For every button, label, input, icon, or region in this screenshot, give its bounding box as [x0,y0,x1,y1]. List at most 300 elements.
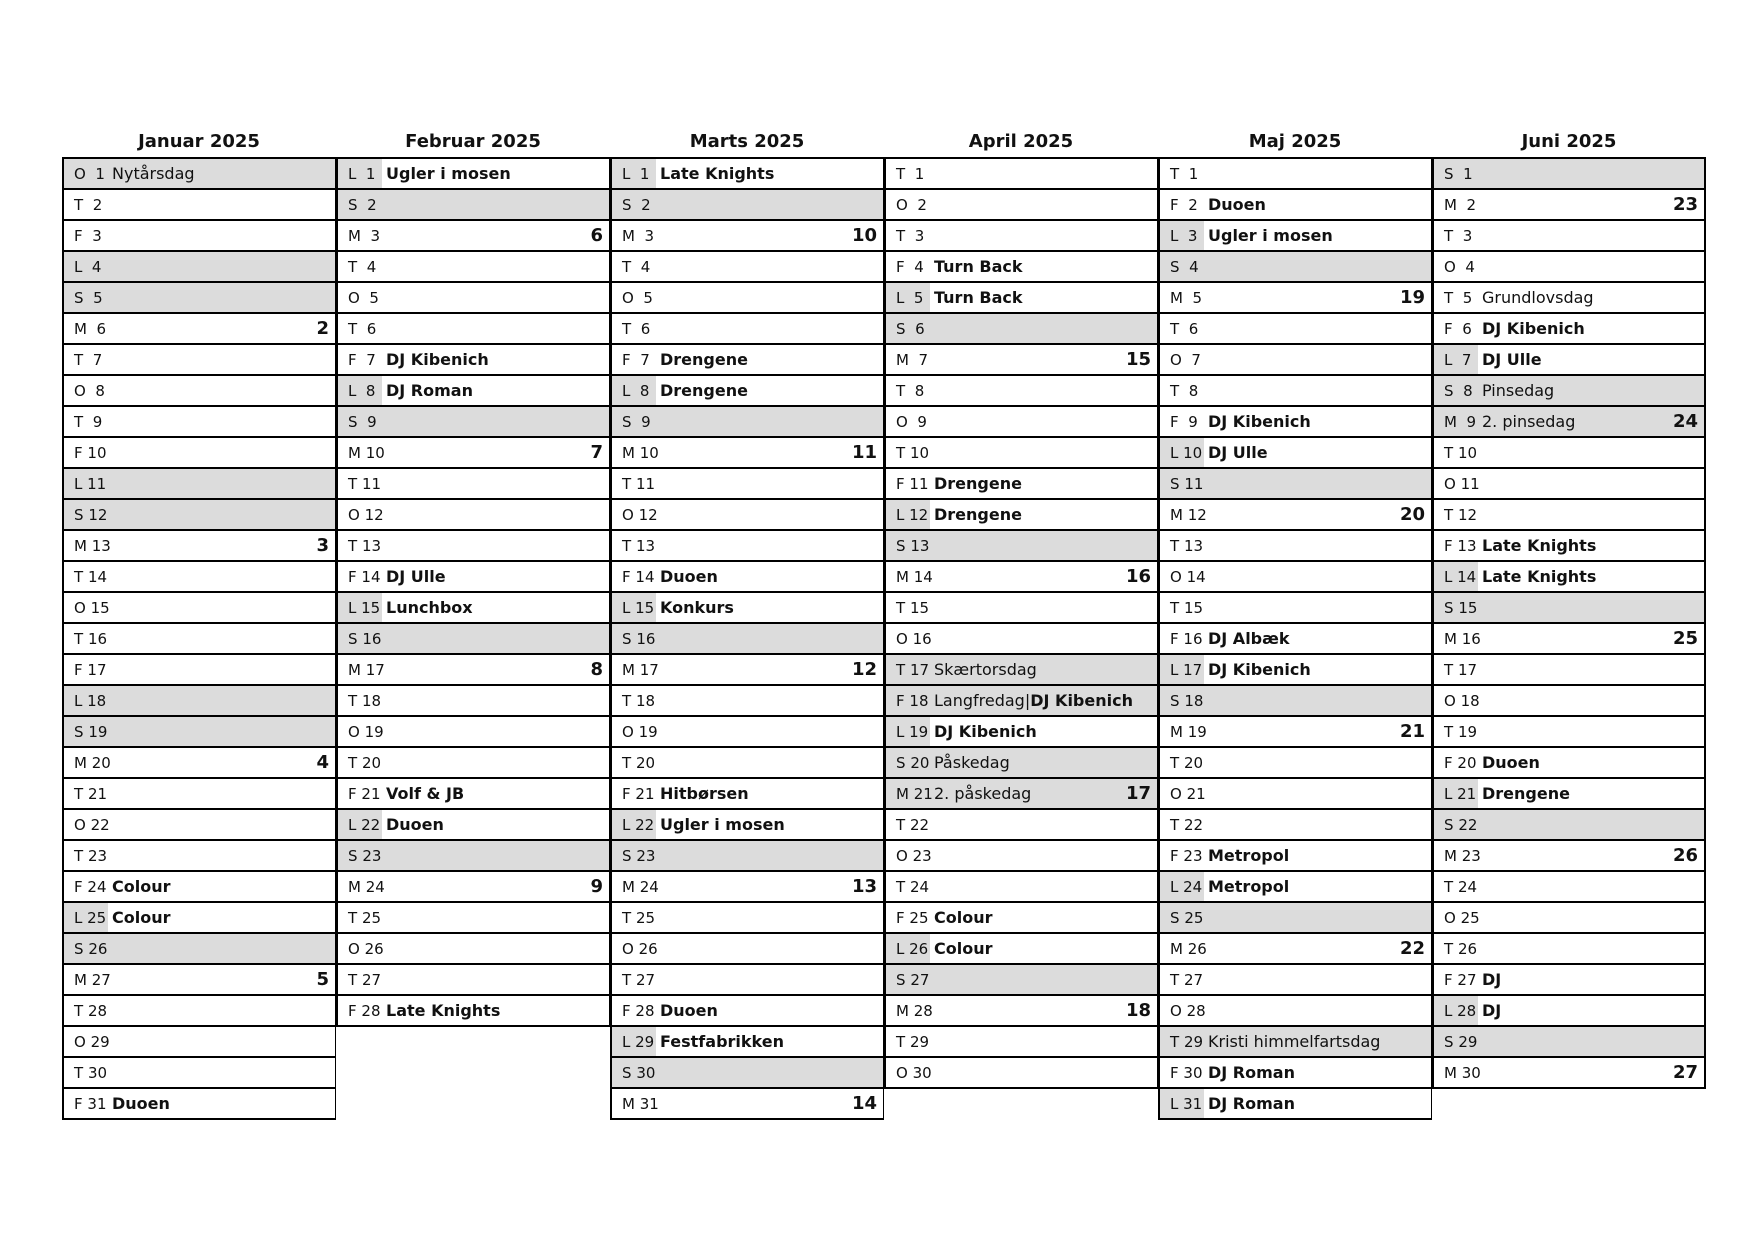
weekday-letter: M [1444,195,1457,214]
event-label: Metropol [1208,846,1290,865]
day-label [612,847,656,865]
day-label [612,351,656,369]
day-number: 17 [1457,660,1478,679]
day-number: 15 [361,598,381,617]
day-number: 9 [92,412,103,431]
day-row [1434,872,1704,903]
weekday-letter: O [896,1063,908,1082]
day-row [1434,314,1704,345]
day-label [1160,816,1204,834]
day-row [612,686,883,717]
day-row [338,345,609,376]
day-number: 14 [635,567,655,586]
day-number: 6 [366,319,377,338]
day-number: 12 [1187,505,1207,524]
day-label [1160,568,1204,586]
day-row [612,810,883,841]
day-row [64,686,335,717]
weekday-letter: L [896,722,905,741]
day-row [1160,562,1431,593]
event-text [1478,872,1704,901]
weekday-letter: L [1170,877,1179,896]
day-label [338,692,382,710]
event-label: Langfredag [934,691,1025,710]
day-row [1160,717,1431,748]
day-label [1160,661,1204,679]
day-label [64,289,108,307]
day-row [338,748,609,779]
day-label [338,785,382,803]
day-label [64,444,108,462]
day-label [1434,661,1478,679]
day-label [612,1094,659,1113]
day-label [886,382,930,400]
day-label [886,165,930,183]
day-row [64,252,335,283]
day-row [64,562,335,593]
day-label [1160,505,1207,524]
day-number: 15 [909,598,930,617]
month-column [1432,126,1706,1120]
weekday-letter: S [1444,1032,1454,1051]
day-label [1434,816,1478,834]
day-number: 13 [1457,536,1477,555]
day-row [338,407,609,438]
day-number: 25 [635,908,656,927]
month-column [610,126,884,1120]
weekday-letter: T [622,691,632,710]
event-text [930,748,1157,777]
day-number: 23 [1183,846,1203,865]
day-row [1160,593,1431,624]
event-text [930,717,1157,746]
day-row [1434,593,1704,624]
week-number: 10 [851,225,877,246]
day-label [612,382,656,400]
day-number: 7 [1191,350,1201,369]
event-text [1478,1058,1704,1087]
event-text [1478,903,1704,932]
event-text [930,221,1157,250]
day-row [612,531,883,562]
day-label [886,661,930,679]
day-row [1160,407,1431,438]
day-number: 23 [87,846,108,865]
event-text [1478,345,1704,374]
day-label [612,816,656,834]
event-text [108,593,335,622]
day-label [1160,1064,1204,1082]
day-row [64,872,335,903]
week-number: 26 [1672,845,1698,866]
day-number: 30 [912,1063,932,1082]
day-number: 18 [635,691,656,710]
event-label: Ugler i mosen [1208,226,1333,245]
event-label: Kristi himmelfartsdag [1208,1032,1381,1051]
day-row [64,717,335,748]
day-label [1434,599,1478,617]
day-label [64,196,108,214]
event-label: DJ Roman [1208,1063,1295,1082]
weekday-letter: T [348,753,358,772]
event-text [108,779,335,808]
weekday-letter: M [1170,288,1183,307]
day-row [886,655,1157,686]
weekday-letter: F [74,877,83,896]
day-row [612,314,883,345]
day-row [1434,779,1704,810]
day-row [886,531,1157,562]
day-label [64,568,108,586]
day-number: 16 [636,629,656,648]
event-text [656,1058,883,1087]
day-number: 27 [635,970,656,989]
day-number: 23 [1461,846,1481,865]
weekday-letter: L [1444,567,1453,586]
event-text [1204,159,1431,188]
day-number: 5 [643,288,653,307]
weekday-letter: S [622,1063,632,1082]
weekday-letter: L [1444,350,1453,369]
day-row [612,903,883,934]
weekday-letter: M [896,784,909,803]
day-row [612,283,883,314]
weekday-letter: L [622,1032,631,1051]
weekday-letter: T [1170,753,1180,772]
day-number: 16 [1183,629,1203,648]
weekday-letter: F [622,1001,631,1020]
day-number: 3 [370,226,381,245]
weekday-letter: M [622,226,635,245]
event-text [930,593,1157,622]
day-number: 4 [91,257,102,276]
day-label [612,196,656,214]
week-number: 22 [1399,938,1425,959]
day-number: 26 [1187,939,1207,958]
day-label [338,196,382,214]
weekday-letter: M [348,877,361,896]
event-text [656,221,883,250]
event-text [108,500,335,529]
day-label [1434,413,1478,431]
event-label: Drengene [934,474,1022,493]
weekday-letter: F [348,1001,357,1020]
month-title: April 2025 [968,131,1074,152]
weekday-letter: S [348,846,358,865]
weekday-letter: O [896,412,908,431]
event-text [656,748,883,777]
event-text [108,748,335,777]
event-text [108,717,335,746]
weekday-letter: T [348,970,358,989]
day-row [886,996,1157,1027]
week-number: 20 [1399,504,1425,525]
event-text [1478,841,1704,870]
day-label [886,258,930,276]
day-label [612,1002,656,1020]
weekday-letter: F [348,784,357,803]
day-number: 15 [1458,598,1478,617]
weekday-letter: S [622,846,632,865]
weekday-letter: M [1444,629,1457,648]
day-label [1160,320,1204,338]
weekday-letter: S [896,970,906,989]
day-number: 13 [91,536,111,555]
weekday-letter: T [896,660,906,679]
day-row [1160,438,1431,469]
day-row [1160,531,1431,562]
event-text [1478,748,1704,777]
day-label [886,506,930,524]
weekday-letter: L [1170,1094,1179,1113]
day-row [64,624,335,655]
weekday-letter: T [1444,939,1454,958]
day-label [338,847,382,865]
day-label [1160,1002,1204,1020]
day-label [64,382,108,400]
week-number: 15 [1125,349,1151,370]
day-row [338,841,609,872]
day-label [886,289,930,307]
day-row [886,469,1157,500]
day-row [64,903,335,934]
event-text [930,934,1157,963]
weekday-letter: O [348,722,360,741]
month-column [1158,126,1432,1120]
weekday-letter: M [622,877,635,896]
event-label: Drengene [660,381,748,400]
weekday-letter: F [348,350,357,369]
weekday-letter: M [622,443,635,462]
event-text [656,810,883,839]
event-text [1204,748,1431,777]
day-row [886,407,1157,438]
event-text [108,407,335,436]
day-row [1434,934,1704,965]
day-number: 1 [914,164,925,183]
event-text [656,686,883,715]
day-number: 9 [1466,412,1477,431]
day-row [338,190,609,221]
day-number: 11 [1460,474,1480,493]
day-label [1160,692,1204,710]
weekday-letter: O [74,381,86,400]
day-row [1434,190,1704,221]
event-text [656,996,883,1025]
day-label [338,475,382,493]
day-number: 30 [1183,1063,1203,1082]
weekday-letter: T [74,412,84,431]
event-text [930,283,1157,312]
weekday-letter: T [348,908,358,927]
weekday-letter: L [1170,443,1179,462]
day-row [1434,1058,1704,1089]
day-row [612,1058,883,1089]
day-label [338,660,385,679]
weekday-letter: M [74,970,87,989]
day-label [64,506,108,524]
weekday-letter: L [622,381,631,400]
day-label [886,227,930,245]
day-row [338,655,609,686]
day-number: 25 [909,908,929,927]
weekday-letter: L [348,381,357,400]
day-row [1434,345,1704,376]
week-number: 5 [316,969,329,990]
day-label [1434,444,1478,462]
day-label [886,567,933,586]
day-row [64,407,335,438]
day-row [1434,965,1704,996]
weekday-letter: L [348,598,357,617]
day-label [1160,939,1207,958]
day-row [612,655,883,686]
event-text [656,159,883,188]
event-text [108,655,335,684]
day-label [1434,1033,1478,1051]
day-row [612,159,883,190]
day-number: 21 [1186,784,1206,803]
event-label: Turn Back [934,257,1023,276]
weekday-letter: T [1444,505,1454,524]
event-text [1478,655,1704,684]
event-text [1478,593,1704,622]
event-label: Late Knights [660,164,775,183]
event-text [1478,500,1704,529]
event-text [930,903,1157,932]
event-text [656,469,883,498]
weekday-letter: T [348,257,358,276]
day-row [886,903,1157,934]
day-number: 2 [1188,195,1198,214]
weekday-letter: F [896,908,905,927]
day-row [64,593,335,624]
weekday-letter: T [1444,288,1454,307]
week-number: 3 [316,535,329,556]
event-text [1478,407,1704,436]
event-text [656,593,883,622]
weekday-letter: T [74,350,84,369]
day-number: 6 [915,319,925,338]
day-number: 2 [367,195,377,214]
day-number: 28 [1457,1001,1477,1020]
event-text [1478,159,1704,188]
event-text [656,345,883,374]
weekday-letter: S [896,753,906,772]
event-text [382,965,609,994]
event-label: DJ Kibenich [1482,319,1585,338]
weekday-letter: T [74,1063,84,1082]
day-row [612,469,883,500]
month-title: Juni 2025 [1521,131,1617,152]
day-number: 1 [95,164,105,183]
event-text [656,252,883,281]
weekday-letter: F [1170,412,1179,431]
day-label [612,165,656,183]
day-label [64,970,111,989]
day-number: 3 [92,226,102,245]
weekday-letter: T [622,753,632,772]
event-text [1478,314,1704,343]
day-label [1160,1095,1204,1113]
day-row [612,841,883,872]
day-label [338,568,382,586]
day-label [1160,289,1204,307]
event-text [382,717,609,746]
month-column [884,126,1158,1120]
event-text [1204,407,1431,436]
day-number: 7 [918,350,929,369]
day-number: 12 [88,505,108,524]
event-text [930,841,1157,870]
day-number: 11 [635,474,656,493]
day-label [64,723,108,741]
day-row [1160,1089,1431,1120]
event-label: DJ Ulle [1208,443,1268,462]
event-text [656,655,883,684]
day-label [64,940,108,958]
event-text [656,841,883,870]
day-number: 30 [636,1063,656,1082]
day-number: 6 [1188,319,1199,338]
day-number: 29 [90,1032,110,1051]
day-label [1160,722,1207,741]
day-label [64,599,108,617]
weekday-letter: L [896,505,905,524]
day-row [1434,748,1704,779]
weekday-letter: M [1170,505,1183,524]
day-label [1434,971,1478,989]
day-number: 16 [362,629,382,648]
day-row [612,593,883,624]
day-label [1434,909,1478,927]
day-number: 19 [88,722,108,741]
day-number: 25 [87,908,107,927]
weekday-letter: O [1170,1001,1182,1020]
day-label [1160,196,1204,214]
event-text [108,841,335,870]
day-row [64,221,335,252]
day-label [338,630,382,648]
day-row [338,872,609,903]
event-text [656,500,883,529]
weekday-letter: L [348,164,357,183]
week-number: 8 [590,659,603,680]
weekday-letter: S [74,288,84,307]
weekday-letter: M [896,567,909,586]
day-number: 11 [1184,474,1204,493]
day-label [886,475,930,493]
day-label [64,816,108,834]
week-number: 14 [851,1093,877,1114]
event-text [930,500,1157,529]
day-number: 17 [909,660,930,679]
day-number: 12 [364,505,384,524]
day-number: 17 [365,660,385,679]
weekday-letter: L [622,815,631,834]
day-label [338,909,382,927]
month-title: Marts 2025 [689,131,805,152]
day-number: 6 [640,319,651,338]
day-label [1160,630,1204,648]
day-number: 14 [913,567,933,586]
event-text [108,190,335,219]
day-number: 14 [1457,567,1477,586]
day-row [64,500,335,531]
weekday-letter: M [348,443,361,462]
day-label [612,940,656,958]
day-number: 16 [912,629,932,648]
